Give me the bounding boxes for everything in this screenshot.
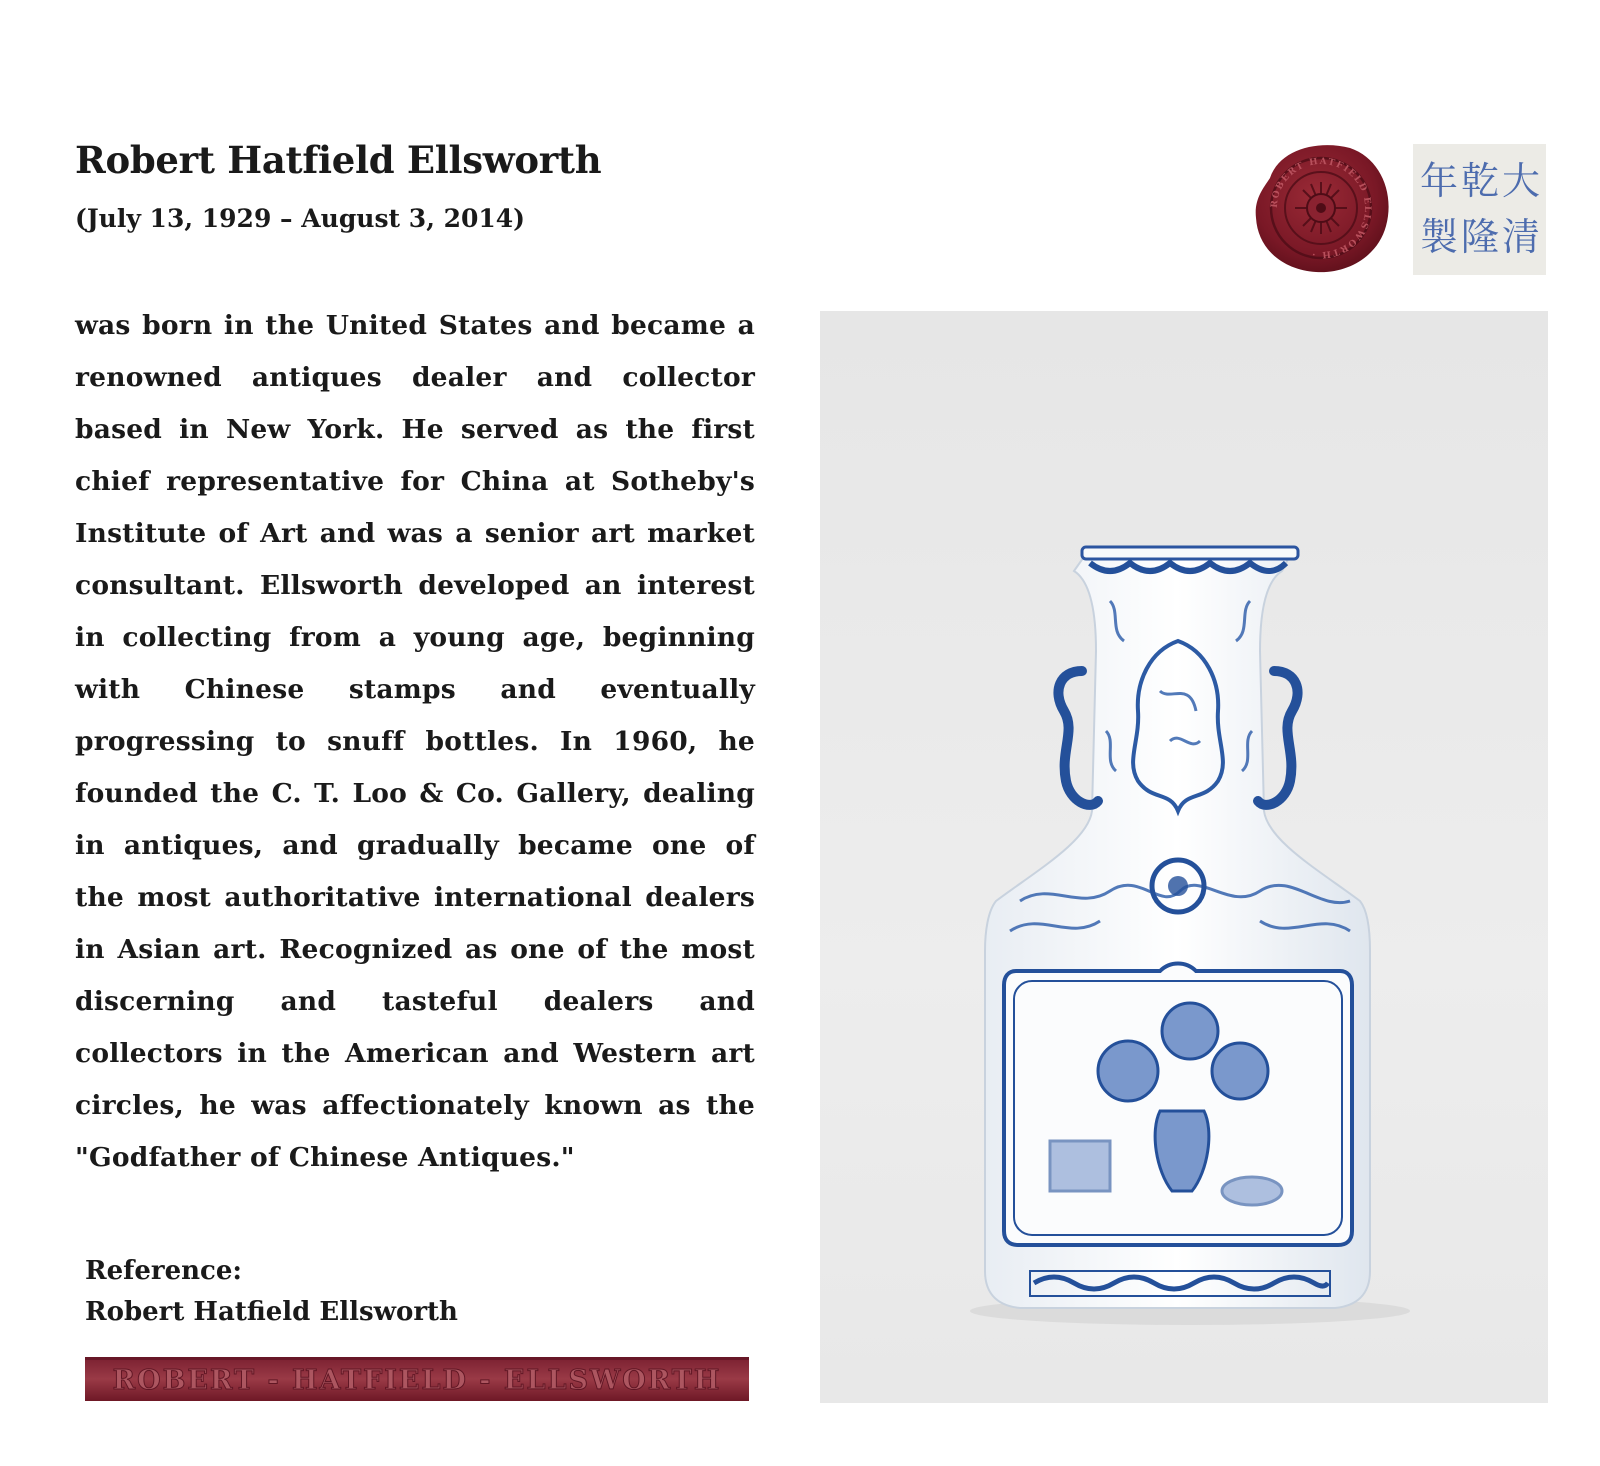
svg-text:ROBERT - HATFIELD - ELLSWORTH: ROBERT - HATFIELD - ELLSWORTH: [112, 1365, 722, 1396]
biography-paragraph: was born in the United States and became a renowned antiques dealer and collector based in New York. He served as the first chief representative for China at Sotheby's Institute of Art and was a senior art market consultant. Ellsworth developed an interest in collecting from a young age, beginning with Chinese stamps and eventually progressing to snuff bottles. In 1960, he founded the C. T. Loo & Co. Gallery, dealing in antiques, and gradually became one of the most authoritative international dealers in Asian art. Recognized as one of the most discerning and tasteful dealers and collectors in the American and Western art circles, he was affectionately known as the "Godfather of Chinese Antiques.": [75, 310, 755, 1173]
svg-text:大: 大: [1501, 159, 1541, 203]
svg-text:製: 製: [1419, 215, 1459, 259]
reference-label: Reference:: [85, 1256, 242, 1286]
svg-text:ROBERT HATFIELD ELLSWORTH ·: ROBERT HATFIELD ELLSWORTH ·: [1269, 156, 1373, 260]
life-dates: (July 13, 1929 – August 3, 2014): [75, 204, 526, 233]
wax-seal-image: [1250, 138, 1392, 278]
imperial-reign-mark-image: [1413, 144, 1546, 275]
svg-text:隆: 隆: [1460, 215, 1500, 259]
ellsworth-stamp-image: [85, 1357, 749, 1401]
svg-text:乾: 乾: [1460, 159, 1500, 203]
blue-white-vase-photo: [820, 311, 1548, 1403]
svg-text:清: 清: [1501, 215, 1541, 259]
svg-text:年: 年: [1419, 159, 1459, 203]
reference-name: Robert Hatfield Ellsworth: [85, 1297, 458, 1327]
page-title: Robert Hatfield Ellsworth: [75, 138, 602, 182]
